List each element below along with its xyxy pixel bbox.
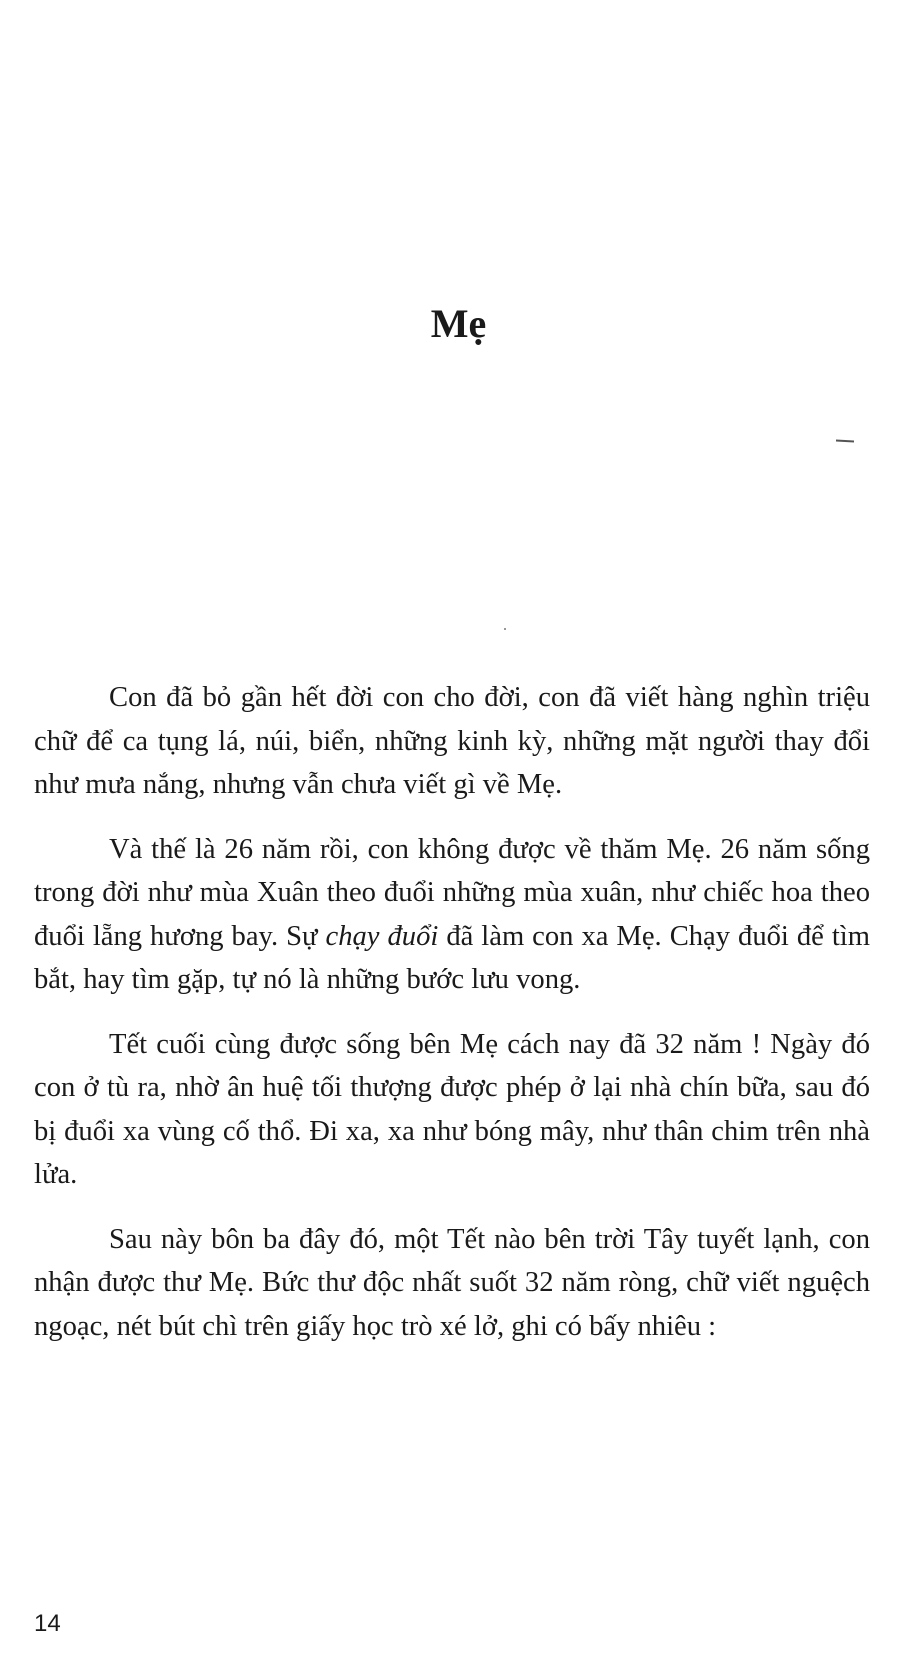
chapter-body — [34, 676, 870, 1369]
ink-mark — [836, 440, 854, 443]
page-number: 14 — [34, 1610, 61, 1637]
ink-speck — [504, 628, 506, 630]
paragraph-4: Sau này bôn ba đây đó, một Tết nào bên trời Tây tuyết lạnh, con nhận được thư Mẹ. Bức thư độc nhất suốt 32 năm ròng, chữ viết nguệch ngoạc, nét bút chì trên giấy học trò xé lở, ghi có bấy nhiêu : — [34, 1223, 870, 1342]
paragraph-2-text-before: Và thế là 26 năm rồi, con không được về thăm Mẹ. 26 năm sống trong đời như mùa Xuân theo đuổi những mùa xuân, như chiếc hoa theo đuổi lẵng hương bay. Sự — [34, 833, 870, 952]
paragraph-1: Con đã bỏ gần hết đời con cho đời, con đã viết hàng nghìn triệu chữ để ca tụng lá, núi, biển, những kinh kỳ, những mặt người thay đổi như mưa nắng, nhưng vẫn chưa viết gì về Mẹ. — [34, 682, 870, 800]
paragraph-2-italic: chạy đuổi — [325, 920, 439, 952]
paragraph-2-text-after: đã làm con xa Mẹ. Chạy đuổi để tìm bắt, hay tìm gặp, tự nó là những bước lưu vong. — [34, 920, 870, 995]
chapter-title: Mẹ — [430, 301, 487, 346]
paragraph-3: Tết cuối cùng được sống bên Mẹ cách nay đã 32 năm ! Ngày đó con ở tù ra, nhờ ân huệ tối thượng được phép ở lại nhà chín bữa, sau đó bị đuổi xa vùng cố thổ. Đi xa, xa như bóng mây, như thân chim trên nhà lửa. — [34, 1028, 870, 1190]
paragraph-2 — [34, 828, 870, 1002]
